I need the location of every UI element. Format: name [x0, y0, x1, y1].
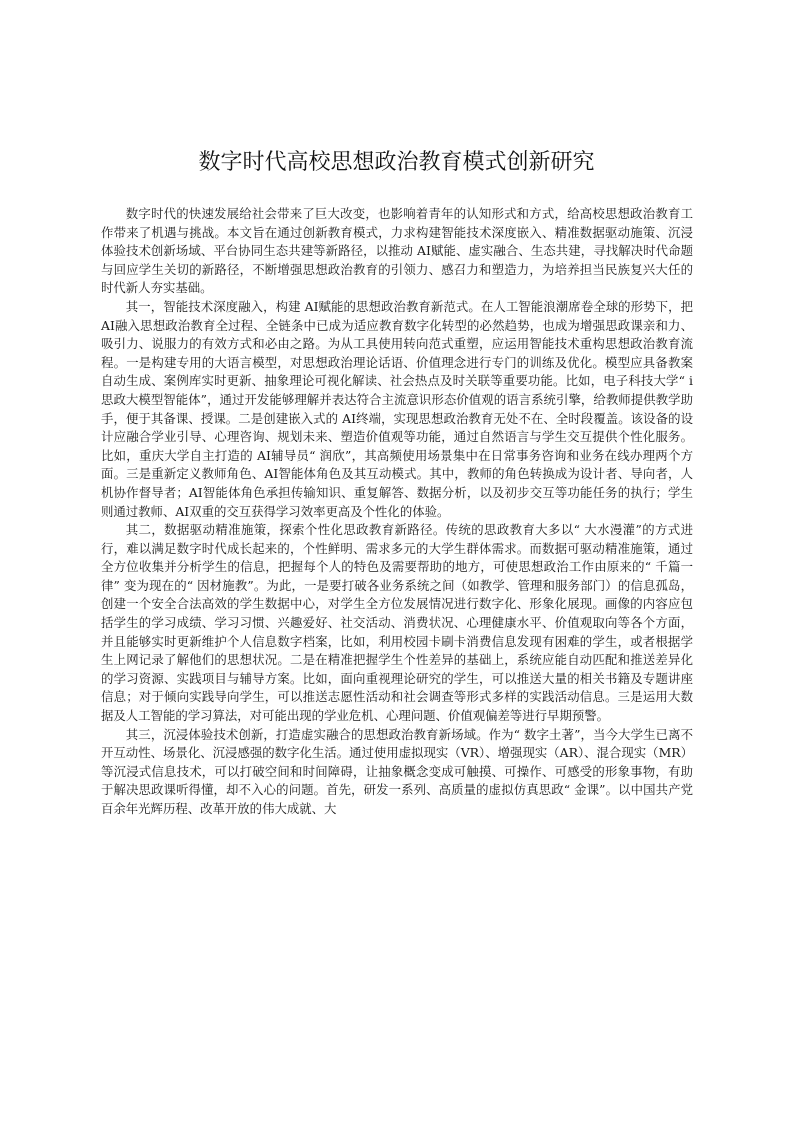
- paragraph-immersive: 其三，沉浸体验技术创新，打造虚实融合的思想政治教育新场域。作为“ 数字土著”，当今大学生已离不开互动性、场景化、沉浸感强的数字化生活。通过使用虚拟现实（VR）、增强现实（AR）、混合现实（MR）等沉浸式信息技术，可以打破空间和时间障碍，让抽象概念变成可触摸、可操作、可感受的形象事物，有助于解决思政课听得懂，却不入心的问题。首先，研发一系列、高质量的虚拟仿真思政“ 金课”。以中国共产党百余年光辉历程、改革开放的伟大成就、大: [101, 726, 693, 816]
- paragraph-data-driven: 其二，数据驱动精准施策，探索个性化思政教育新路径。传统的思政教育大多以“ 大水漫灌”的方式进行，难以满足数字时代成长起来的，个性鲜明、需求多元的大学生群体需求。而数据可驱动精准施策，通过全方位收集并分析学生的信息，把握每个人的特色及需要帮助的地方，可使思想政治工作由原来的“ 千篇一律” 变为现在的“ 因材施教”。为此，一是要打破各业务系统之间（如教学、管理和服务部门）的信息孤岛，创建一个安全合法高效的学生数据中心，对学生全方位发展情况进行数字化、形象化展现。画像的内容应包括学生的学习成绩、学习习惯、兴趣爱好、社交活动、消费状况、心理健康水平、价值观取向等各个方面，并且能够实时更新维护个人信息数字档案，比如，利用校园卡刷卡消费信息发现有困难的学生，或者根据学生上网记录了解他们的思想状况。二是在精准把握学生个性差异的基础上，系统应能自动匹配和推送差异化的学习资源、实践项目与辅导方案。比如，面向重视理论研究的学生，可以推送大量的相关书籍及专题讲座信息；对于倾向实践导向学生，可以推送志愿性活动和社会调查等形式多样的实践活动信息。三是运用大数据及人工智能的学习算法，对可能出现的学业危机、心理问题、价值观偏差等进行早期预警。: [101, 522, 693, 724]
- article-body: [101, 205, 693, 819]
- paragraph-ai-empowerment: 其一，智能技术深度融入，构建 AI赋能的思想政治教育新范式。在人工智能浪潮席卷全球的形势下，把 AI融入思想政治教育全过程、全链条中已成为适应教育数字化转型的必然趋势，也成为增强思政课亲和力、吸引力、说服力的有效方式和必由之路。为从工具使用转向范式重塑，应运用智能技术重构思想政治教育流程。一是构建专用的大语言模型，对思想政治理论话语、价值理念进行专门的训练及优化。模型应具备教案自动生成、案例库实时更新、抽象理论可视化解读、社会热点及时关联等重要功能。比如，电子科技大学“ i思政大模型智能体”，通过开发能够理解并表达符合主流意识形态价值观的语言系统引擎，给教师提供教学助手，便于其备课、授课。二是创建嵌入式的 AI终端，实现思想政治教育无处不在、全时段覆盖。该设备的设计应融合学业引导、心理咨询、规划未来、塑造价值观等功能，通过自然语言与学生交互提供个性化服务。比如，重庆大学自主打造的 AI辅导员“ 润欣”，其高频使用场景集中在日常事务咨询和业务在线办理两个方面。三是重新定义教师角色、AI智能体角色及其互动模式。其中，教师的角色转换成为设计者、导向者，人机协作督导者；AI智能体角色承担传输知识、重复解答、数据分析，以及初步交互等功能任务的执行；学生则通过教师、AI双重的交互获得学习效率更高及个性化的体验。: [101, 298, 693, 519]
- page-title: 数字时代高校思想政治教育模式创新研究: [198, 149, 595, 175]
- paragraph-abstract: 数字时代的快速发展给社会带来了巨大改变，也影响着青年的认知形式和方式，给高校思想政治教育工作带来了机遇与挑战。本文旨在通过创新教育模式，力求构建智能技术深度嵌入、精准数据驱动施策、沉浸体验技术创新场域、平台协同生态共建等新路径，以推动 AI赋能、虚实融合、生态共建，寻找解决时代命题与回应学生关切的新路径，不断增强思想政治教育的引领力、感召力和塑造力，为培养担当民族复兴大任的时代新人夯实基础。: [101, 206, 693, 296]
